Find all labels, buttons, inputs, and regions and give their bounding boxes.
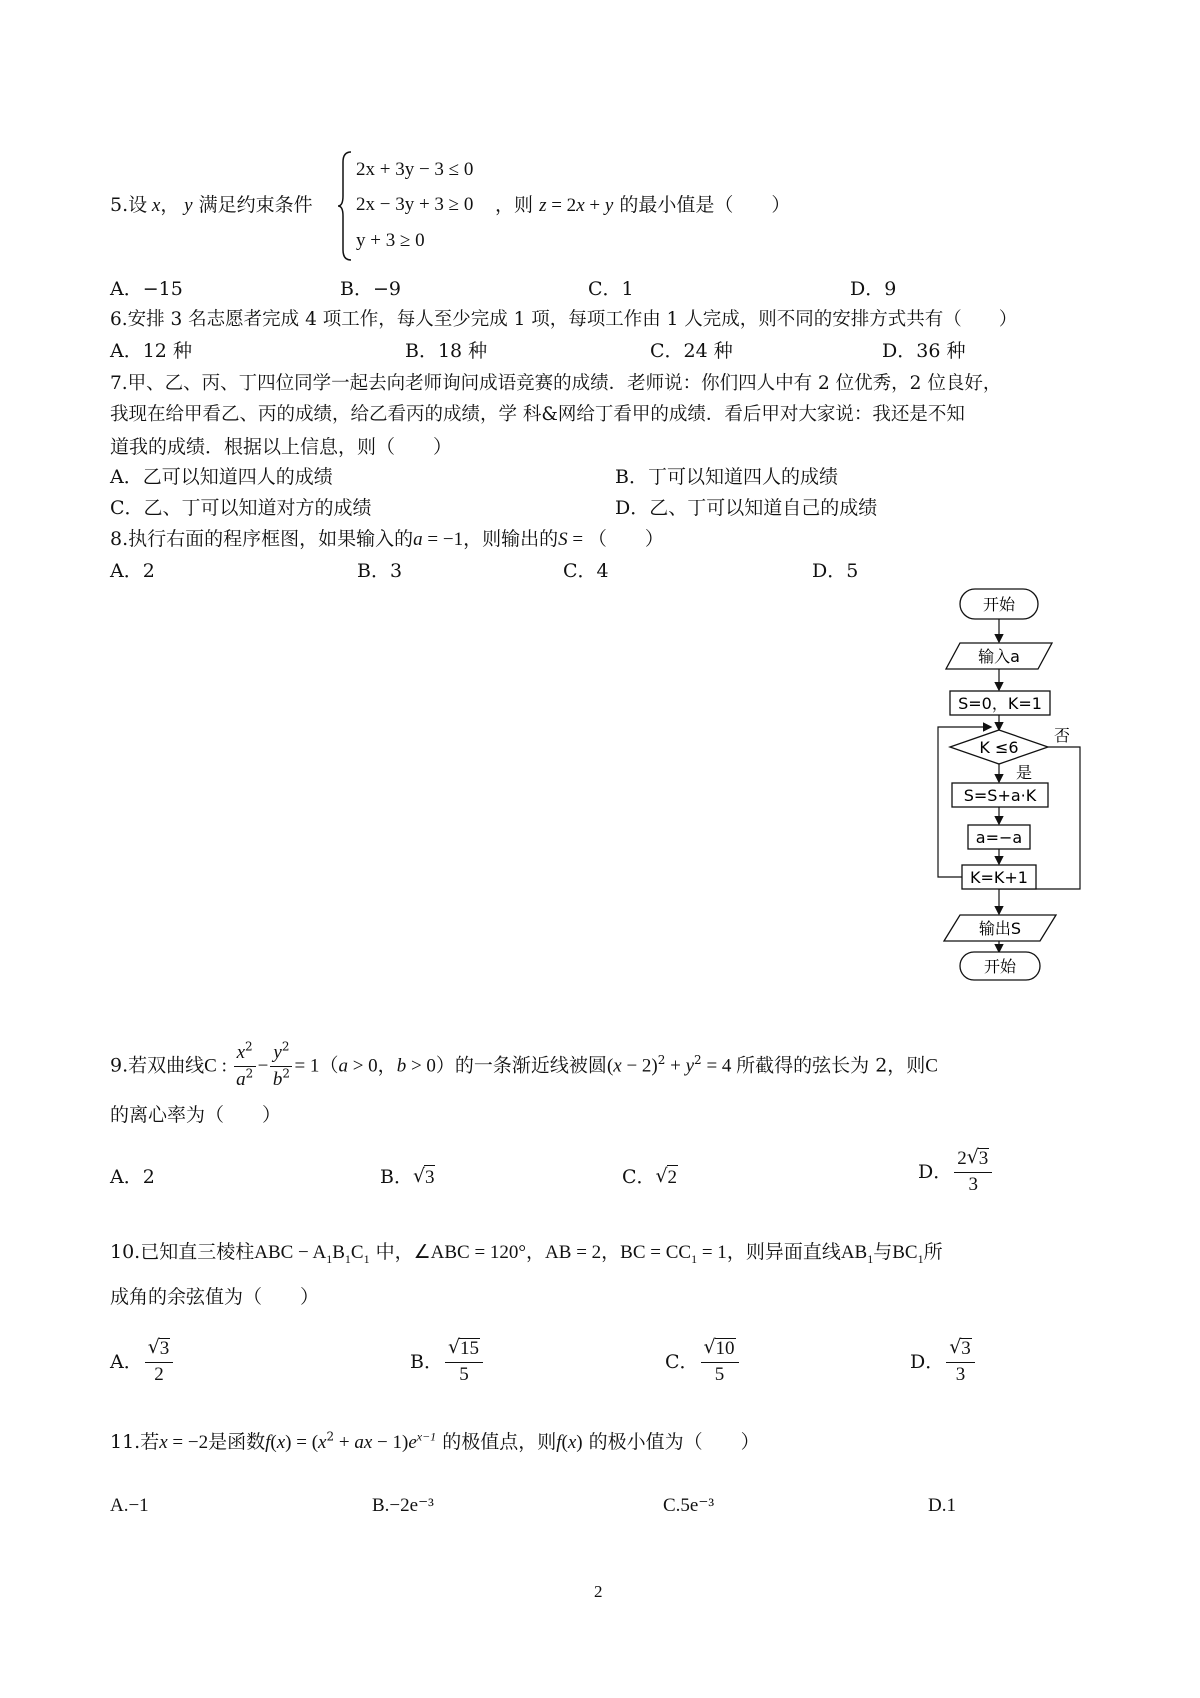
q5-constraint-2: 2x − 3y + 3 ≥ 0 bbox=[356, 194, 474, 215]
q8-option-d: D．5 bbox=[812, 560, 859, 582]
q5-option-c: C．1 bbox=[588, 278, 634, 300]
q5-stem: 5.设 x， y 满足约束条件 bbox=[110, 194, 313, 216]
q11-option-b: B.−2e⁻³ bbox=[372, 1495, 434, 1516]
q7-option-d: D．乙、丁可以知道自己的成绩 bbox=[615, 497, 878, 519]
q5-constraint-3: y + 3 ≥ 0 bbox=[356, 230, 425, 251]
q9-option-d: D． $\frac{2√ 3}{3}$ bbox=[918, 1148, 994, 1196]
q9-stem: 9.若双曲线C : $\frac{x^2}{a^2}$ − $\frac{y^2}{b^2}$ = 1（a > 0，b > 0）的一条渐近线被圆$(x - 2)^2 + y^2 = 4$ 所截得的弦长为 2，则C bbox=[110, 1039, 938, 1090]
q7-option-c: C．乙、丁可以知道对方的成绩 bbox=[110, 497, 372, 519]
flow-step-increment-label: K=K+1 bbox=[970, 868, 1028, 887]
q10-option-b: B． √ $\frac{15}{5}$ bbox=[410, 1338, 485, 1386]
q11-option-c: C.5e⁻³ bbox=[663, 1495, 715, 1516]
q10-line-2: 成角的余弦值为（ ） bbox=[110, 1286, 320, 1308]
q5-brace bbox=[338, 150, 354, 262]
flow-yes-label: 是 bbox=[1015, 763, 1033, 782]
q11-stem: 11.若x = −2是函数$f(x) = (x^2$ + ax − $1)e^{x-1}$ 的极值点，则f(x) 的极小值为（ ） bbox=[110, 1429, 760, 1453]
q6-option-a: A．12 种 bbox=[110, 340, 192, 362]
q9-line-2: 的离心率为（ ） bbox=[110, 1104, 282, 1126]
q5-option-b: B．−9 bbox=[340, 278, 401, 300]
q9-option-c: C．√ 2 bbox=[622, 1165, 678, 1190]
q10-option-c: C． √ $\frac{10}{5}$ bbox=[665, 1338, 741, 1386]
q7-option-a: A．乙可以知道四人的成绩 bbox=[110, 466, 333, 488]
flow-condition-label: K ≤6 bbox=[979, 738, 1019, 757]
q11-option-a: A.−1 bbox=[110, 1495, 149, 1516]
q8-stem: 8.执行右面的程序框图，如果输入的a = −1，则输出的S = （ ） bbox=[110, 528, 664, 550]
q10-stem: 10.已知直三棱柱ABC − $A_1B_1C_1$ 中，∠ABC = 120°，AB = 2，BC = $CC_1 = 1$，则异面直线$AB_1$与$BC_1$所 bbox=[110, 1241, 943, 1266]
q5-option-a: A．−15 bbox=[110, 278, 183, 300]
q10-option-a: A． √ $\frac{3}{2}$ bbox=[110, 1338, 175, 1386]
page-number: 2 bbox=[594, 1582, 603, 1601]
q5-constraint-1: 2x + 3y − 3 ≤ 0 bbox=[356, 159, 474, 180]
q9-option-a: A．2 bbox=[110, 1166, 155, 1188]
q11-option-d: D.1 bbox=[928, 1495, 956, 1516]
flow-no-label: 否 bbox=[1053, 726, 1071, 745]
q8-option-c: C．4 bbox=[563, 560, 609, 582]
q5-stem-suffix: ，则 z = 2x + y 的最小值是（ ） bbox=[495, 194, 791, 216]
q6-option-d: D．36 种 bbox=[882, 340, 966, 362]
flow-start-label: 开始 bbox=[982, 595, 1016, 614]
q7-line-1: 7.甲、乙、丙、丁四位同学一起去向老师询问成语竞赛的成绩．老师说：你们四人中有 2 位优秀，2 位良好， bbox=[110, 373, 1002, 394]
flow-output-label: 输出S bbox=[978, 919, 1022, 938]
q5-option-d: D．9 bbox=[850, 278, 897, 300]
flow-input-label: 输入a bbox=[978, 647, 1020, 666]
q10-option-d: D． √ $\frac{3}{3}$ bbox=[910, 1338, 977, 1386]
flow-step-negate-label: a=−a bbox=[975, 828, 1023, 847]
q8-option-a: A．2 bbox=[110, 560, 155, 582]
q9-option-b: B．√ 3 bbox=[380, 1165, 435, 1190]
flow-init-label: S=0，K=1 bbox=[958, 694, 1042, 713]
q6-option-b: B．18 种 bbox=[405, 340, 488, 362]
flow-end-label: 开始 bbox=[983, 957, 1017, 976]
q6-option-c: C．24 种 bbox=[650, 340, 733, 362]
flow-step-sum-label: S=S+a·K bbox=[963, 786, 1037, 805]
q7-line-2: 我现在给甲看乙、丙的成绩，给乙看丙的成绩，学 科&网给丁看甲的成绩．看后甲对大家说：我还是不知 bbox=[110, 404, 965, 425]
q7-option-b: B．丁可以知道四人的成绩 bbox=[615, 466, 838, 488]
q8-option-b: B．3 bbox=[357, 560, 403, 582]
program-flowchart bbox=[930, 585, 1120, 985]
q7-line-3: 道我的成绩．根据以上信息，则（ ） bbox=[110, 436, 453, 458]
q6-stem: 6.安排 3 名志愿者完成 4 项工作，每人至少完成 1 项，每项工作由 1 人完成，则不同的安排方式共有（ ） bbox=[110, 309, 1018, 330]
